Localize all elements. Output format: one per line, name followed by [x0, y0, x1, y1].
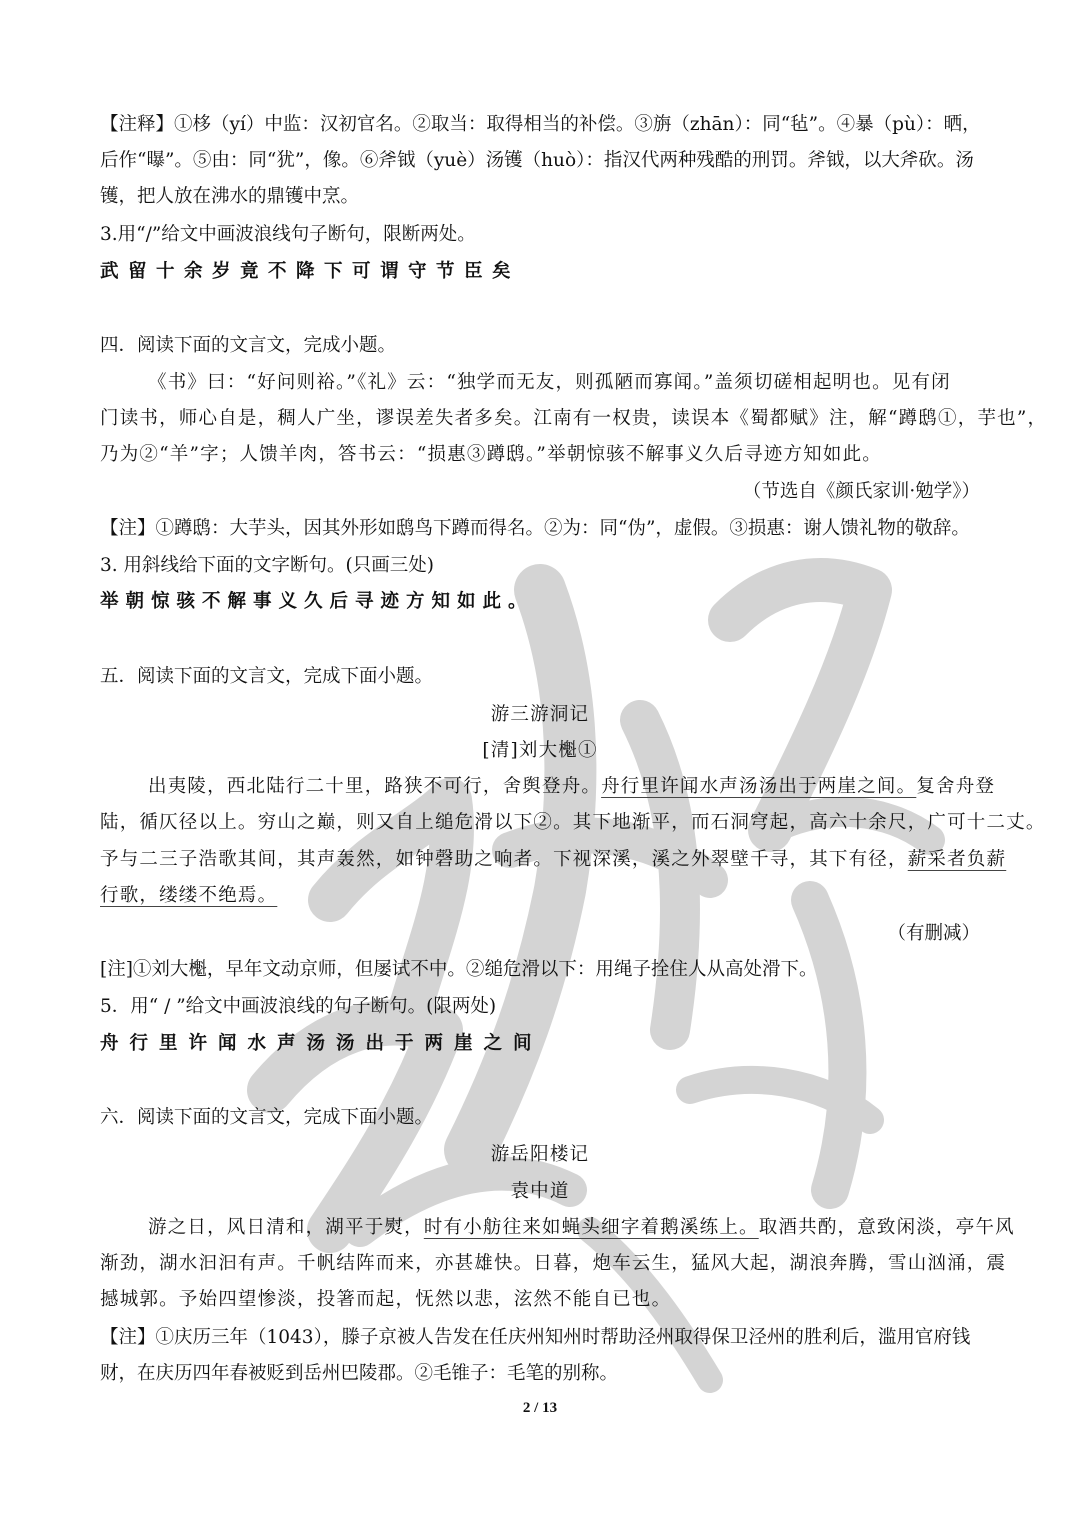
passage-line: 《书》曰：“好问则裕。”《礼》云：“独学而无友，则孤陋而寡闻。”盖须切磋相起明也。见有闭 — [148, 372, 951, 393]
punctuation-sentence: 舟行里许闻水声汤汤出于两崖之间 — [100, 1033, 543, 1054]
passage-line: 陆，循仄径以上。穷山之巅，则又自上缒危滑以下②。其下地渐平，而石洞穹起，高六十余尺，广可十二丈。 — [100, 812, 1046, 833]
passage-text: 出夷陵，西北陆行二十里，路狭不可行，舍舆登舟。 — [148, 776, 602, 797]
passage-line: 撼城郭。予始四望惨淡，投箸而起，怃然以悲，泫然不能自已也。 — [100, 1289, 672, 1310]
section-title: 六．阅读下面的文言文，完成下面小题。 — [100, 1107, 434, 1128]
passage-line — [100, 848, 1007, 872]
passage-line: 渐劲，湖水汩汩有声。千帆结阵而来，亦甚雄快。日暮，炮车云生，猛风大起，湖浪奔腾，雪山汹涌，震 — [100, 1253, 1007, 1274]
punctuation-sentence: 武留十余岁竟不降下可谓守节臣矣 — [100, 261, 521, 282]
underlined-sentence: 时有小舫往来如蝇头细字着鹅溪练上。 — [423, 1217, 759, 1238]
underlined-sentence: 行歌，缕缕不绝焉。 — [100, 885, 278, 906]
passage-text: 取酒共酌，意致闲淡，亭午风 — [758, 1217, 1015, 1238]
page-number: 2 / 13 — [522, 1400, 558, 1416]
note-line: 后作“曝”。⑤由：同“犹”，像。⑥斧钺（yuè）汤镬（huò）：指汉代两种残酷的刑罚。斧钺，以大斧砍。汤 — [100, 150, 974, 171]
essay-author: 袁中道 — [510, 1181, 570, 1202]
wavy-underlined-sentence: 舟行里许闻水声汤汤出于两崖之间。 — [601, 776, 917, 797]
note-line: 【注】①庆历三年（1043），滕子京被人告发在任庆州知州时帮助泾州取得保卫泾州的胜利后，滥用官府钱 — [100, 1327, 971, 1348]
passage-text: 予与二三子浩歌其间，其声轰然，如钟磬助之响者。下视深溪，溪之外翠壁千寻，其下有径， — [100, 849, 908, 870]
note-line: [注]①刘大櫆，早年文动京师，但屡试不中。②缒危滑以下：用绳子拴住人从高处滑下。 — [100, 959, 818, 980]
question-text: 3. 用斜线给下面的文字断句。(只画三处) — [100, 555, 434, 576]
note-line: 财，在庆历四年春被贬到岳州巴陵郡。②毛锥子：毛笔的别称。 — [100, 1363, 619, 1384]
essay-author: [清]刘大櫆① — [482, 740, 598, 761]
note-line: 镬，把人放在沸水的鼎镬中烹。 — [100, 186, 360, 207]
question-text: 3.用“/”给文中画波浪线句子断句，限断两处。 — [100, 224, 476, 245]
section-title: 五．阅读下面的文言文，完成下面小题。 — [100, 666, 434, 687]
passage-line: 乃为②“羊”字；人馈羊肉，答书云：“损惠③蹲鸱。”举朝惊骇不解事义久后寻迹方知如此。 — [100, 444, 882, 465]
passage-text: 游之日，风日清和，湖平于熨， — [148, 1217, 424, 1238]
essay-title: 游岳阳楼记 — [490, 1144, 590, 1165]
note-line: 【注】①蹲鸱：大芋头，因其外形如鸱鸟下蹲而得名。②为：同“伪”，虚假。③损惠：谢人馈礼物的敬辞。 — [100, 518, 970, 539]
essay-title: 游三游洞记 — [490, 704, 590, 725]
underlined-sentence: 薪采者负薪 — [907, 849, 1007, 870]
passage-line: 门读书，师心自是，稠人广坐，谬误差失者多矣。江南有一权贵，读误本《蜀都赋》注，解“蹲鸱①，芋也”， — [100, 408, 1048, 429]
passage-text: 复舍舟登 — [916, 776, 996, 797]
source-citation: （有删减） — [887, 923, 980, 944]
passage-line — [148, 775, 996, 799]
source-citation: （节选自《颜氏家训·勉学》） — [742, 481, 980, 502]
punctuation-sentence: 举朝惊骇不解事义久后寻迹方知如此。 — [100, 591, 534, 612]
section-title: 四．阅读下面的文言文，完成小题。 — [100, 335, 397, 356]
note-line: 【注释】①栘（yí）中监：汉初官名。②取当：取得相当的补偿。③旃（zhān）：同“毡”。④暴（pù）：晒， — [100, 114, 981, 135]
question-text: 5．用“ / ”给文中画波浪线的句子断句。(限两处) — [100, 996, 497, 1017]
passage-line — [148, 1216, 1015, 1240]
